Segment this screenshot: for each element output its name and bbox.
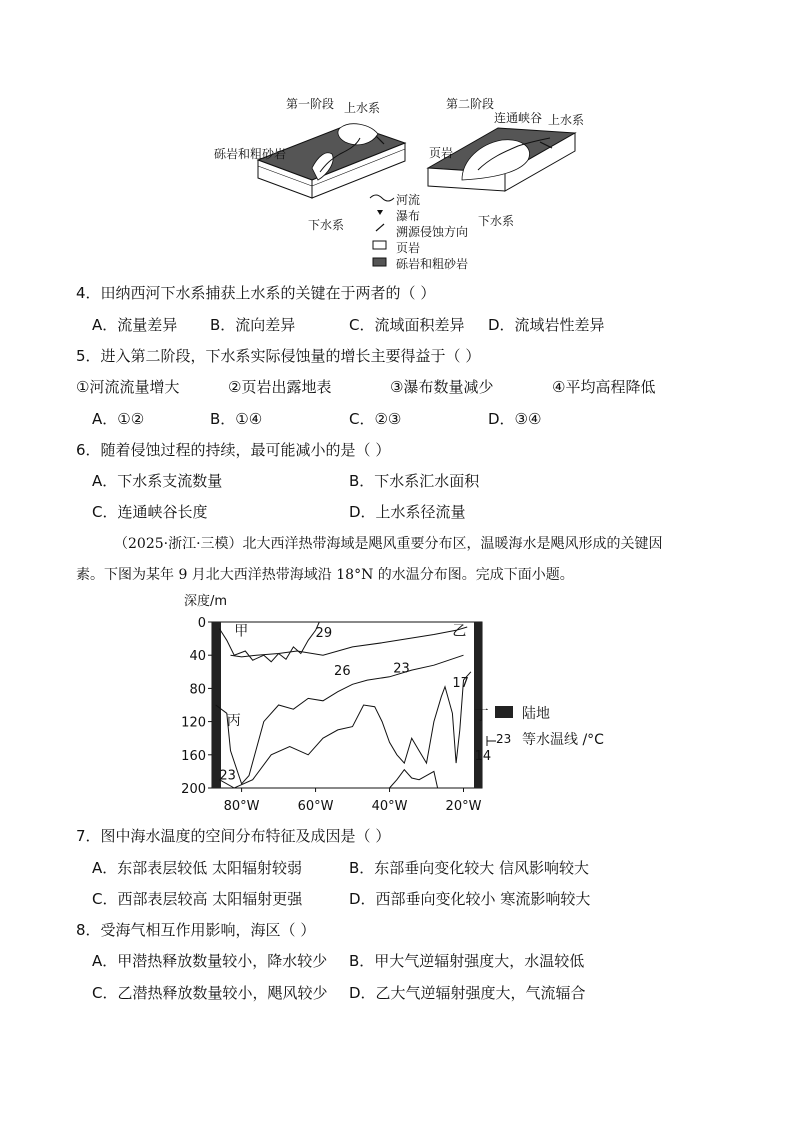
question-7-stem: 7．图中海水温度的空间分布特征及成因是（ ） <box>76 827 391 845</box>
y-tick-label: 200 <box>181 782 206 797</box>
q5-item-3: ③瀑布数量减少 <box>390 378 494 396</box>
stage2-upper-system-label: 上水系 <box>548 113 585 127</box>
q4-option-c[interactable]: C．流域面积差异 <box>349 316 465 334</box>
q6-option-b[interactable]: B．下水系汇水面积 <box>349 472 480 490</box>
x-tick-label: 80°W <box>223 799 260 814</box>
q4-option-a[interactable]: A．流量差异 <box>92 316 178 334</box>
q5-option-d[interactable]: D．③④ <box>488 410 542 428</box>
stage1-upper-system-label: 上水系 <box>344 101 381 115</box>
legend-symbols <box>370 195 394 266</box>
figure-river-capture <box>200 88 600 278</box>
q7-option-a[interactable]: A．东部表层较低 太阳辐射较弱 <box>92 859 303 877</box>
question-4-stem: 4．田纳西河下水系捕获上水系的关键在于两者的（ ） <box>76 284 436 302</box>
q5-item-4: ④平均高程降低 <box>552 378 656 396</box>
stage2-lower-system-label: 下水系 <box>478 214 515 228</box>
q8-option-b[interactable]: B．甲大气逆辐射强度大，水温较低 <box>349 952 585 970</box>
legend-shale: 页岩 <box>396 241 421 255</box>
question-5-stem: 5．进入第二阶段，下水系实际侵蚀量的增长主要得益于（ ） <box>76 347 481 365</box>
legend-conglomerate: 砾岩和粗砂岩 <box>396 257 469 271</box>
stage2-shale-label: 页岩 <box>429 146 454 160</box>
y-tick-label: 80 <box>189 682 206 698</box>
isotherm-value-label: 23 <box>219 768 236 784</box>
legend-land-swatch <box>495 706 513 718</box>
x-tick-label: 40°W <box>371 799 408 814</box>
question-8-stem: 8．受海气相互作用影响，海区（ ） <box>76 921 316 939</box>
legend-waterfall: 瀑布 <box>396 209 421 223</box>
q6-option-a[interactable]: A．下水系支流数量 <box>92 472 223 490</box>
region-label: 乙 <box>452 623 467 640</box>
q7-option-c[interactable]: C．西部表层较高 太阳辐射更强 <box>92 890 303 908</box>
x-tick-label: 20°W <box>445 799 482 814</box>
y-tick-label: 0 <box>197 616 206 631</box>
context-line-2: 素。下图为某年 9 月北大西洋热带海域沿 18°N 的水温分布图。完成下面小题。 <box>76 567 574 583</box>
q7-option-b[interactable]: B．东部垂向变化较大 信风影响较大 <box>349 859 590 877</box>
water-temperature-chart <box>178 588 628 818</box>
region-label: 甲 <box>234 623 249 640</box>
x-tick-label: 60°W <box>297 799 334 814</box>
temperature-contour-plot <box>178 588 628 818</box>
legend-isotherm-label: 等水温线 /°C <box>522 732 604 748</box>
q8-option-d[interactable]: D．乙大气逆辐射强度大，气流辐合 <box>349 984 586 1002</box>
legend-isotherm-sample: 23 <box>496 732 512 746</box>
q5-item-2: ②页岩出露地表 <box>228 378 332 396</box>
y-tick-label: 40 <box>189 649 206 665</box>
isotherm-value-label: 23 <box>393 661 410 677</box>
y-tick-label: 160 <box>181 748 206 764</box>
q5-option-b[interactable]: B．①④ <box>210 410 263 428</box>
isotherm-value-label: 26 <box>334 664 351 680</box>
stage1-conglomerate-label: 砾岩和粗砂岩 <box>214 147 287 161</box>
context-line-1: （2025·浙江·三模）北大西洋热带海域是飓风重要分布区，温暖海水是飓风形成的关键因 <box>114 536 663 552</box>
q6-option-d[interactable]: D．上水系径流量 <box>349 503 466 521</box>
legend-headward-erosion: 溯源侵蚀方向 <box>396 225 469 239</box>
q8-option-c[interactable]: C．乙潜热释放数量较小，飓风较少 <box>92 984 328 1002</box>
stage1-label: 第一阶段 <box>286 97 335 111</box>
q5-item-1: ①河流流量增大 <box>76 378 180 396</box>
q5-option-a[interactable]: A．①② <box>92 410 145 428</box>
y-tick-label: 120 <box>181 715 206 731</box>
q5-option-c[interactable]: C．②③ <box>349 410 402 428</box>
isotherm-value-label: 29 <box>315 625 333 641</box>
stage2-label: 第二阶段 <box>446 97 495 111</box>
q7-option-d[interactable]: D．西部垂向变化较小 寒流影响较大 <box>349 890 591 908</box>
isotherm-value-label: 17 <box>452 675 469 691</box>
q4-option-d[interactable]: D．流域岩性差异 <box>488 316 605 334</box>
q6-option-c[interactable]: C．连通峡谷长度 <box>92 503 208 521</box>
legend-land-label: 陆地 <box>522 706 550 722</box>
legend-river: 河流 <box>396 193 421 207</box>
isotherm-value-label: 14 <box>474 748 492 764</box>
q4-option-b[interactable]: B．流向差异 <box>210 316 296 334</box>
region-label: 丁 <box>474 707 489 724</box>
y-axis-title: 深度/m <box>184 594 228 609</box>
q8-option-a[interactable]: A．甲潜热释放数量较小，降水较少 <box>92 952 328 970</box>
stage1-lower-system-label: 下水系 <box>308 218 345 232</box>
region-label: 丙 <box>226 712 241 729</box>
stage2-gorge-label: 连通峡谷 <box>494 111 543 125</box>
question-6-stem: 6．随着侵蚀过程的持续，最可能减小的是（ ） <box>76 441 391 459</box>
